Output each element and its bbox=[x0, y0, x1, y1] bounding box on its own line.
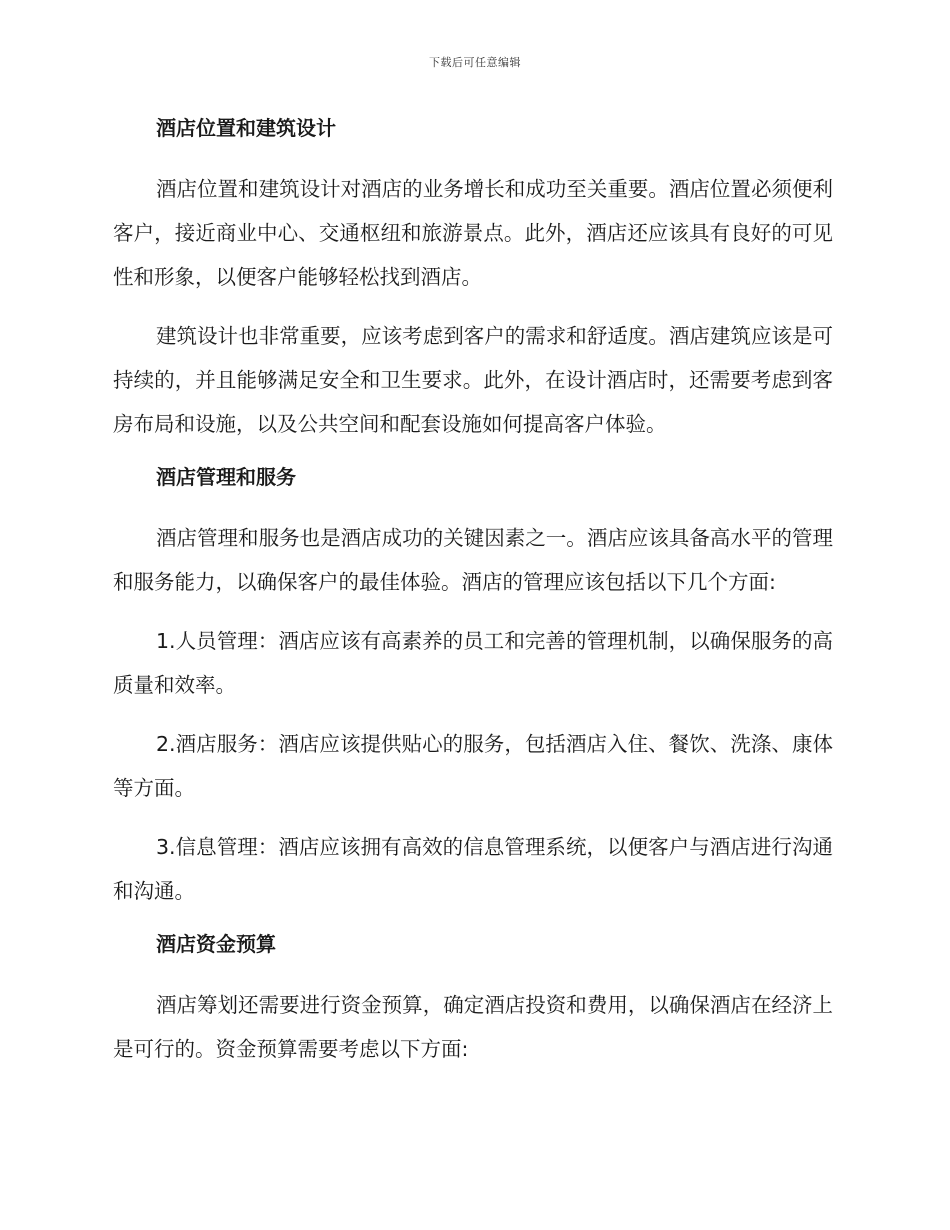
document-body bbox=[113, 112, 833, 1086]
paragraph-location: 酒店位置和建筑设计对酒店的业务增长和成功至关重要。酒店位置必须便利客户，接近商业中心、交通枢纽和旅游景点。此外，酒店还应该具有良好的可见性和形象，以便客户能够轻松找到酒店。 bbox=[113, 177, 833, 289]
list-item-personnel: 1.人员管理：酒店应该有高素养的员工和完善的管理机制，以确保服务的高质量和效率。 bbox=[113, 629, 833, 697]
paragraph-architecture: 建筑设计也非常重要，应该考虑到客户的需求和舒适度。酒店建筑应该是可持续的，并且能够满足安全和卫生要求。此外，在设计酒店时，还需要考虑到客房布局和设施，以及公共空间和配套设施如何提高客户体验。 bbox=[113, 324, 833, 436]
list-item-service: 2.酒店服务：酒店应该提供贴心的服务，包括酒店入住、餐饮、洗涤、康体等方面。 bbox=[113, 732, 833, 800]
section-heading-management-service: 酒店管理和服务 bbox=[156, 465, 296, 489]
paragraph-management-intro: 酒店管理和服务也是酒店成功的关键因素之一。酒店应该具备高水平的管理和服务能力，以确保客户的最佳体验。酒店的管理应该包括以下几个方面: bbox=[113, 526, 833, 594]
section-heading-location-design: 酒店位置和建筑设计 bbox=[156, 116, 336, 140]
header-note: 下载后可任意编辑 bbox=[429, 56, 521, 69]
section-heading-budget: 酒店资金预算 bbox=[156, 932, 276, 956]
list-item-information: 3.信息管理：酒店应该拥有高效的信息管理系统，以便客户与酒店进行沟通和沟通。 bbox=[113, 835, 833, 903]
paragraph-budget: 酒店筹划还需要进行资金预算，确定酒店投资和费用，以确保酒店在经济上是可行的。资金预算需要考虑以下方面: bbox=[113, 993, 833, 1061]
